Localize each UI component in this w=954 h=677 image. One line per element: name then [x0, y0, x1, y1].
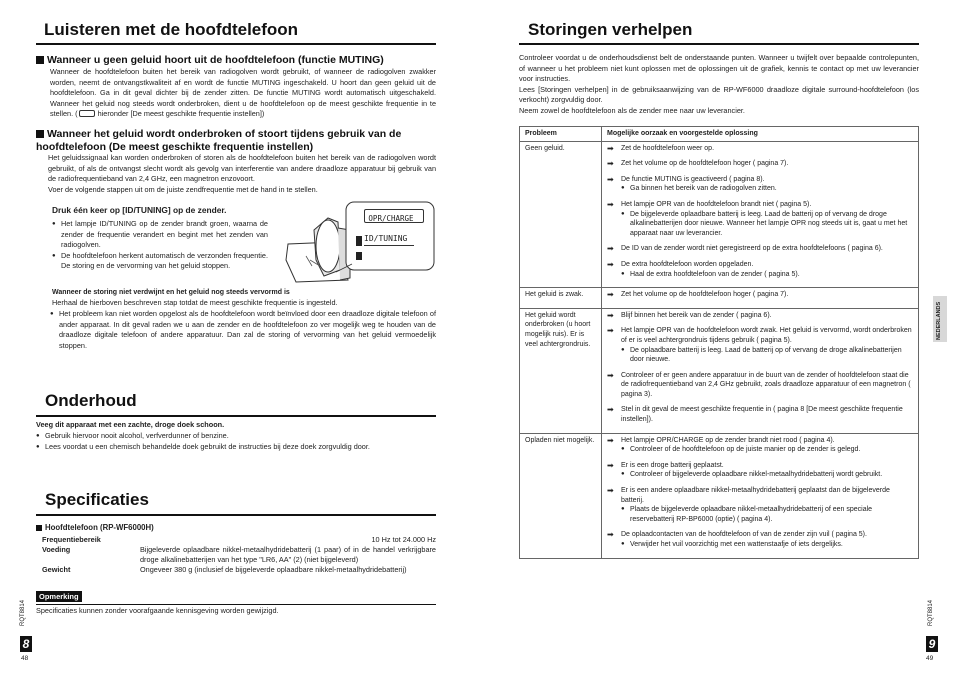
specs-table — [36, 535, 436, 575]
arrow-icon: ➡ — [607, 199, 614, 209]
solution-text: Er is een droge batterij geplaatst. — [621, 461, 724, 469]
solution-bullets — [621, 540, 913, 550]
arrow-icon: ➡ — [607, 159, 614, 169]
solution-item — [607, 311, 913, 321]
list-item: ● Haal de extra hoofdtelefoon van de zender ( pagina 5). — [621, 270, 913, 280]
solution-item — [607, 144, 913, 154]
maintenance-bullets — [36, 431, 436, 452]
solution-item — [607, 326, 913, 364]
solution-text: Stel in dit geval de meest geschikte frequentie in ( pagina 8 [De meest geschikte frequentie instellen]). — [621, 406, 903, 424]
language-tab-label: NEDERLANDS — [936, 301, 942, 340]
doc-code: RQT8814 — [928, 599, 934, 626]
solution-text: Er is een andere oplaadbare nikkel-metaalhydridebatterij geplaatst dan de bijgeleverde batterij. — [621, 487, 890, 504]
id-tuning-label: ID/TUNING — [364, 234, 408, 243]
solution-cell — [602, 141, 919, 288]
list-item: ● Controleer of de hoofdtelefoon op de juiste manier op de zender is gelegd. — [621, 445, 913, 455]
solution-text: Zet de hoofdtelefoon weer op. — [621, 144, 715, 152]
square-bullet-icon — [36, 525, 42, 531]
solution-bullets — [621, 210, 913, 239]
table-row: Voeding Bijgeleverde oplaadbare nikkel-metaalhydridebatterij (1 paar) of in de handel verkrijgbare droge alkalinebatterijen van het type "LR6, AA" (2) (niet bijgeleverd) — [42, 545, 436, 564]
solution-text: Controleer of er geen andere apparatuur in de buurt van de zender of hoofdtelefoon staat die de radiofrequentieband van 2,4 GHz gebruikt, zoals draadloze apparatuur of een magnetron ( pagina 3). — [621, 371, 911, 398]
list-item: ● De hoofdtelefoon herkent automatisch de verzonden frequentie. De storing en de vervorming van het geluid stoppen. — [52, 251, 268, 272]
problem-cell: Geen geluid. — [520, 141, 602, 288]
arrow-icon: ➡ — [607, 174, 614, 184]
list-item: ● Het probleem kan niet worden opgelost als de hoofdtelefoon wordt beïnvloed door een draadloze digitale telefoon of ander apparaat. In dit geval raden we u aan de zender en de hoofdtelefoon zo ver mogelijk weg te houden van de draadloze digitale telefoon of andere apparatuur. Dan zal de storing of vervorming van het geluid vermoedelijk stoppen. — [50, 309, 436, 351]
solution-item — [607, 200, 913, 238]
solution-item — [607, 244, 913, 254]
arrow-icon: ➡ — [607, 143, 614, 153]
solution-bullets — [621, 184, 913, 194]
step-bullets — [52, 219, 268, 272]
solution-item — [607, 530, 913, 549]
list-item: ● Ga binnen het bereik van de radiogolven zitten. — [621, 184, 913, 194]
solution-bullets — [621, 445, 913, 455]
solution-bullets — [621, 505, 913, 524]
solution-bullets — [621, 346, 913, 365]
solution-item — [607, 371, 913, 400]
solution-item — [607, 405, 913, 424]
divider — [519, 43, 919, 45]
table-row — [520, 433, 919, 558]
list-item: ● Gebruik hiervoor nooit alcohol, verfverdunner of benzine. — [36, 431, 436, 442]
section-title-maintenance: Onderhoud — [45, 391, 137, 410]
remark-text: Specificaties kunnen zonder voorafgaande kennisgeving worden gewijzigd. — [36, 606, 279, 615]
arrow-icon: ➡ — [607, 259, 614, 269]
page-number: 48 — [21, 655, 29, 662]
arrow-icon: ➡ — [607, 310, 614, 320]
arrow-icon: ➡ — [607, 290, 614, 300]
maintenance-lead: Veeg dit apparaat met een zachte, droge doek schoon. — [36, 420, 225, 429]
arrow-icon: ➡ — [607, 435, 614, 445]
opr-charge-label: OPR/CHARGE — [368, 214, 414, 223]
arrow-icon: ➡ — [607, 530, 614, 540]
arrow-icon: ➡ — [607, 370, 614, 380]
doc-code: RQT8814 — [20, 599, 26, 626]
solution-bullets — [621, 470, 913, 480]
list-item: ● Controleer of bijgeleverde oplaadbare nikkel-metaalhydridebatterij wordt gebruikt. — [621, 470, 913, 480]
solution-text: Zet het volume op de hoofdtelefoon hoger ( pagina 7). — [621, 291, 789, 299]
solution-item — [607, 260, 913, 279]
arrow-icon: ➡ — [607, 326, 614, 336]
solution-cell — [602, 308, 919, 433]
table-row — [520, 308, 919, 433]
table-row — [520, 141, 919, 288]
solution-text: De oplaadcontacten van de hoofdtelefoon of van de zender zijn vuil ( pagina 5). — [621, 531, 867, 539]
solution-item — [607, 159, 913, 169]
list-item: ● Verwijder het vuil voorzichtig met een wattenstaafje of iets dergelijks. — [621, 540, 913, 550]
list-item: ● Plaats de bijgeleverde oplaadbare nikkel-metaalhydridebatterij of een speciale reservebatterij RP-BP6000 (optie) ( pagina 4). — [621, 505, 913, 524]
solution-item — [607, 486, 913, 524]
list-item: ● De oplaadbare batterij is leeg. Laad de batterij op of vervang de droge alkalinebatterijen door nieuwe. — [621, 346, 913, 365]
troubleshooting-table — [519, 126, 919, 559]
divider — [36, 604, 436, 605]
page-badge: 9 — [926, 636, 938, 652]
list-item: ● Het lampje ID/TUNING op de zender brandt groen, waarna de zender de frequentie verandert en begint met het zenden van radiogolven. — [52, 219, 268, 251]
square-bullet-icon — [36, 56, 44, 64]
solution-cell — [602, 288, 919, 309]
list-item: ● Lees voordat u een chemisch behandelde doek gebruikt de instructies bij deze doek zorgvuldig door. — [36, 442, 436, 453]
arrow-icon: ➡ — [607, 405, 614, 415]
interrupt-heading: Wanneer het geluid wordt onderbroken of stoort tijdens gebruik van de hoofdtelefoon (De meest geschikte frequentie instellen) — [36, 128, 402, 153]
solution-item — [607, 290, 913, 300]
table-row: Frequentiebereik 10 Hz tot 24.000 Hz — [42, 535, 436, 544]
table-row — [520, 288, 919, 309]
solution-text: De extra hoofdtelefoon worden opgeladen. — [621, 260, 754, 268]
solution-text: Het lampje OPR van de hoofdtelefoon brandt niet ( pagina 5). — [621, 200, 812, 208]
arrow-icon: ➡ — [607, 460, 614, 470]
transmitter-illustration — [276, 200, 436, 288]
solution-text: De functie MUTING is geactiveerd ( pagina 8). — [621, 175, 765, 183]
divider — [36, 43, 436, 45]
table-header-row: Probleem Mogelijke oorzaak en voorgestelde oplossing — [520, 127, 919, 142]
solution-text: De ID van de zender wordt niet geregistreerd op de extra hoofdtelefoons ( pagina 6). — [621, 245, 883, 253]
page-ref-icon — [79, 110, 95, 117]
problem-cell: Het geluid is zwak. — [520, 288, 602, 309]
divider — [36, 514, 436, 516]
section-title-troubleshooting: Storingen verhelpen — [528, 20, 693, 39]
section-title-listening: Luisteren met de hoofdtelefoon — [44, 20, 299, 39]
solution-bullets — [621, 270, 913, 280]
square-bullet-icon — [36, 130, 44, 138]
solution-text: Het lampje OPR van de hoofdtelefoon wordt zwak. Het geluid is vervormd, wordt onderbroken of er is veel achtergrondruis tijdens gebruik ( pagina 5). — [621, 327, 912, 344]
list-item: ● De bijgeleverde oplaadbare batterij is leeg. Laad de batterij op of vervang de droge alkalinebatterijen door nieuwe. Wanneer het lampje OPR nog steeds uit is, gaat u met het apparaat naar uw leverancier. — [621, 210, 913, 239]
muting-heading: Wanneer u geen geluid hoort uit de hoofdtelefoon (functie MUTING) — [36, 54, 436, 67]
arrow-icon: ➡ — [607, 244, 614, 254]
section-title-specifications: Specificaties — [45, 490, 149, 509]
note-bullets — [50, 309, 436, 351]
divider — [36, 415, 436, 417]
solution-item — [607, 175, 913, 194]
page-number: 49 — [926, 655, 934, 662]
solution-item — [607, 436, 913, 455]
arrow-icon: ➡ — [607, 486, 614, 496]
divider — [364, 245, 414, 246]
remark-badge: Opmerking — [36, 591, 82, 602]
solution-text: Het lampje OPR/CHARGE op de zender brandt niet rood ( pagina 4). — [621, 436, 835, 444]
step-instruction: Druk één keer op [ID/TUNING] op de zender. — [52, 205, 227, 215]
note-text: Herhaal de hierboven beschreven stap totdat de meest geschikte frequentie is ingesteld. — [52, 298, 338, 307]
note-heading: Wanneer de storing niet verdwijnt en het geluid nog steeds vervormd is — [52, 289, 290, 296]
muting-text: Wanneer de hoofdtelefoon buiten het bereik van radiogolven wordt gebruikt, of wanneer de radiogolven zwakker worden, neemt de ontvangstkwaliteit af en wordt de functie MUTING ingeschakeld. U hoort dan geen geluid uit de hoofdtelefoon. Ga in dit geval dichter bij de zender zitten. De functie MUTING wordt automatisch uitgeschakeld. Wanneer het geluid nog steeds wordt onderbroken, dient u de hoofdtelefoon op de meest geschikte frequentie in te stellen. ( hieronder [De meest geschikte frequentie instellen]) — [50, 67, 436, 119]
solution-item — [607, 461, 913, 480]
interrupt-text: Het geluidssignaal kan worden onderbroken of storen als de hoofdtelefoon buiten het bereik van de radiogolven wordt gebruikt, of als de ontvangst slecht wordt als gevolg van interferentie van andere draadloze apparatuur bij gebruik van de radiofrequentieband van 2,4 GHz, een magnetron enzovoort. Voer de volgende stappen uit om de juiste zendfrequentie met de hand in te stellen. — [48, 153, 436, 194]
solution-cell — [602, 433, 919, 558]
page-badge: 8 — [20, 636, 32, 652]
table-row: Gewicht Ongeveer 380 g (inclusief de bijgeleverde oplaadbare nikkel-metaalhydridebatterij) — [42, 565, 407, 574]
troubleshooting-intro: Controleer voordat u de onderhoudsdienst belt de onderstaande punten. Wanneer u twijfelt over bepaalde controlepunten, of wanneer u het probleem niet kunt oplossen met de oplossingen uit de grafiek, kennis te contact op met uw leverancier voor instructies. Lees [Storingen verhelpen] in de gebruiksaanwijzing van de RP-WF6000 draadloze digitale surround-hoofdtelefoon (los verkocht) zorgvuldig door. Neem zowel de hoofdtelefoon als de zender mee naar uw leverancier. — [519, 53, 919, 115]
solution-text: Zet het volume op de hoofdtelefoon hoger ( pagina 7). — [621, 160, 789, 168]
solution-text: Blijf binnen het bereik van de zender ( pagina 6). — [621, 311, 772, 319]
problem-cell: Het geluid wordt onderbroken (u hoort mogelijk ruis). Er is veel achtergrondruis. — [520, 308, 602, 433]
specs-subheading: Hoofdtelefoon (RP-WF6000H) — [36, 523, 154, 532]
problem-cell: Opladen niet mogelijk. — [520, 433, 602, 558]
